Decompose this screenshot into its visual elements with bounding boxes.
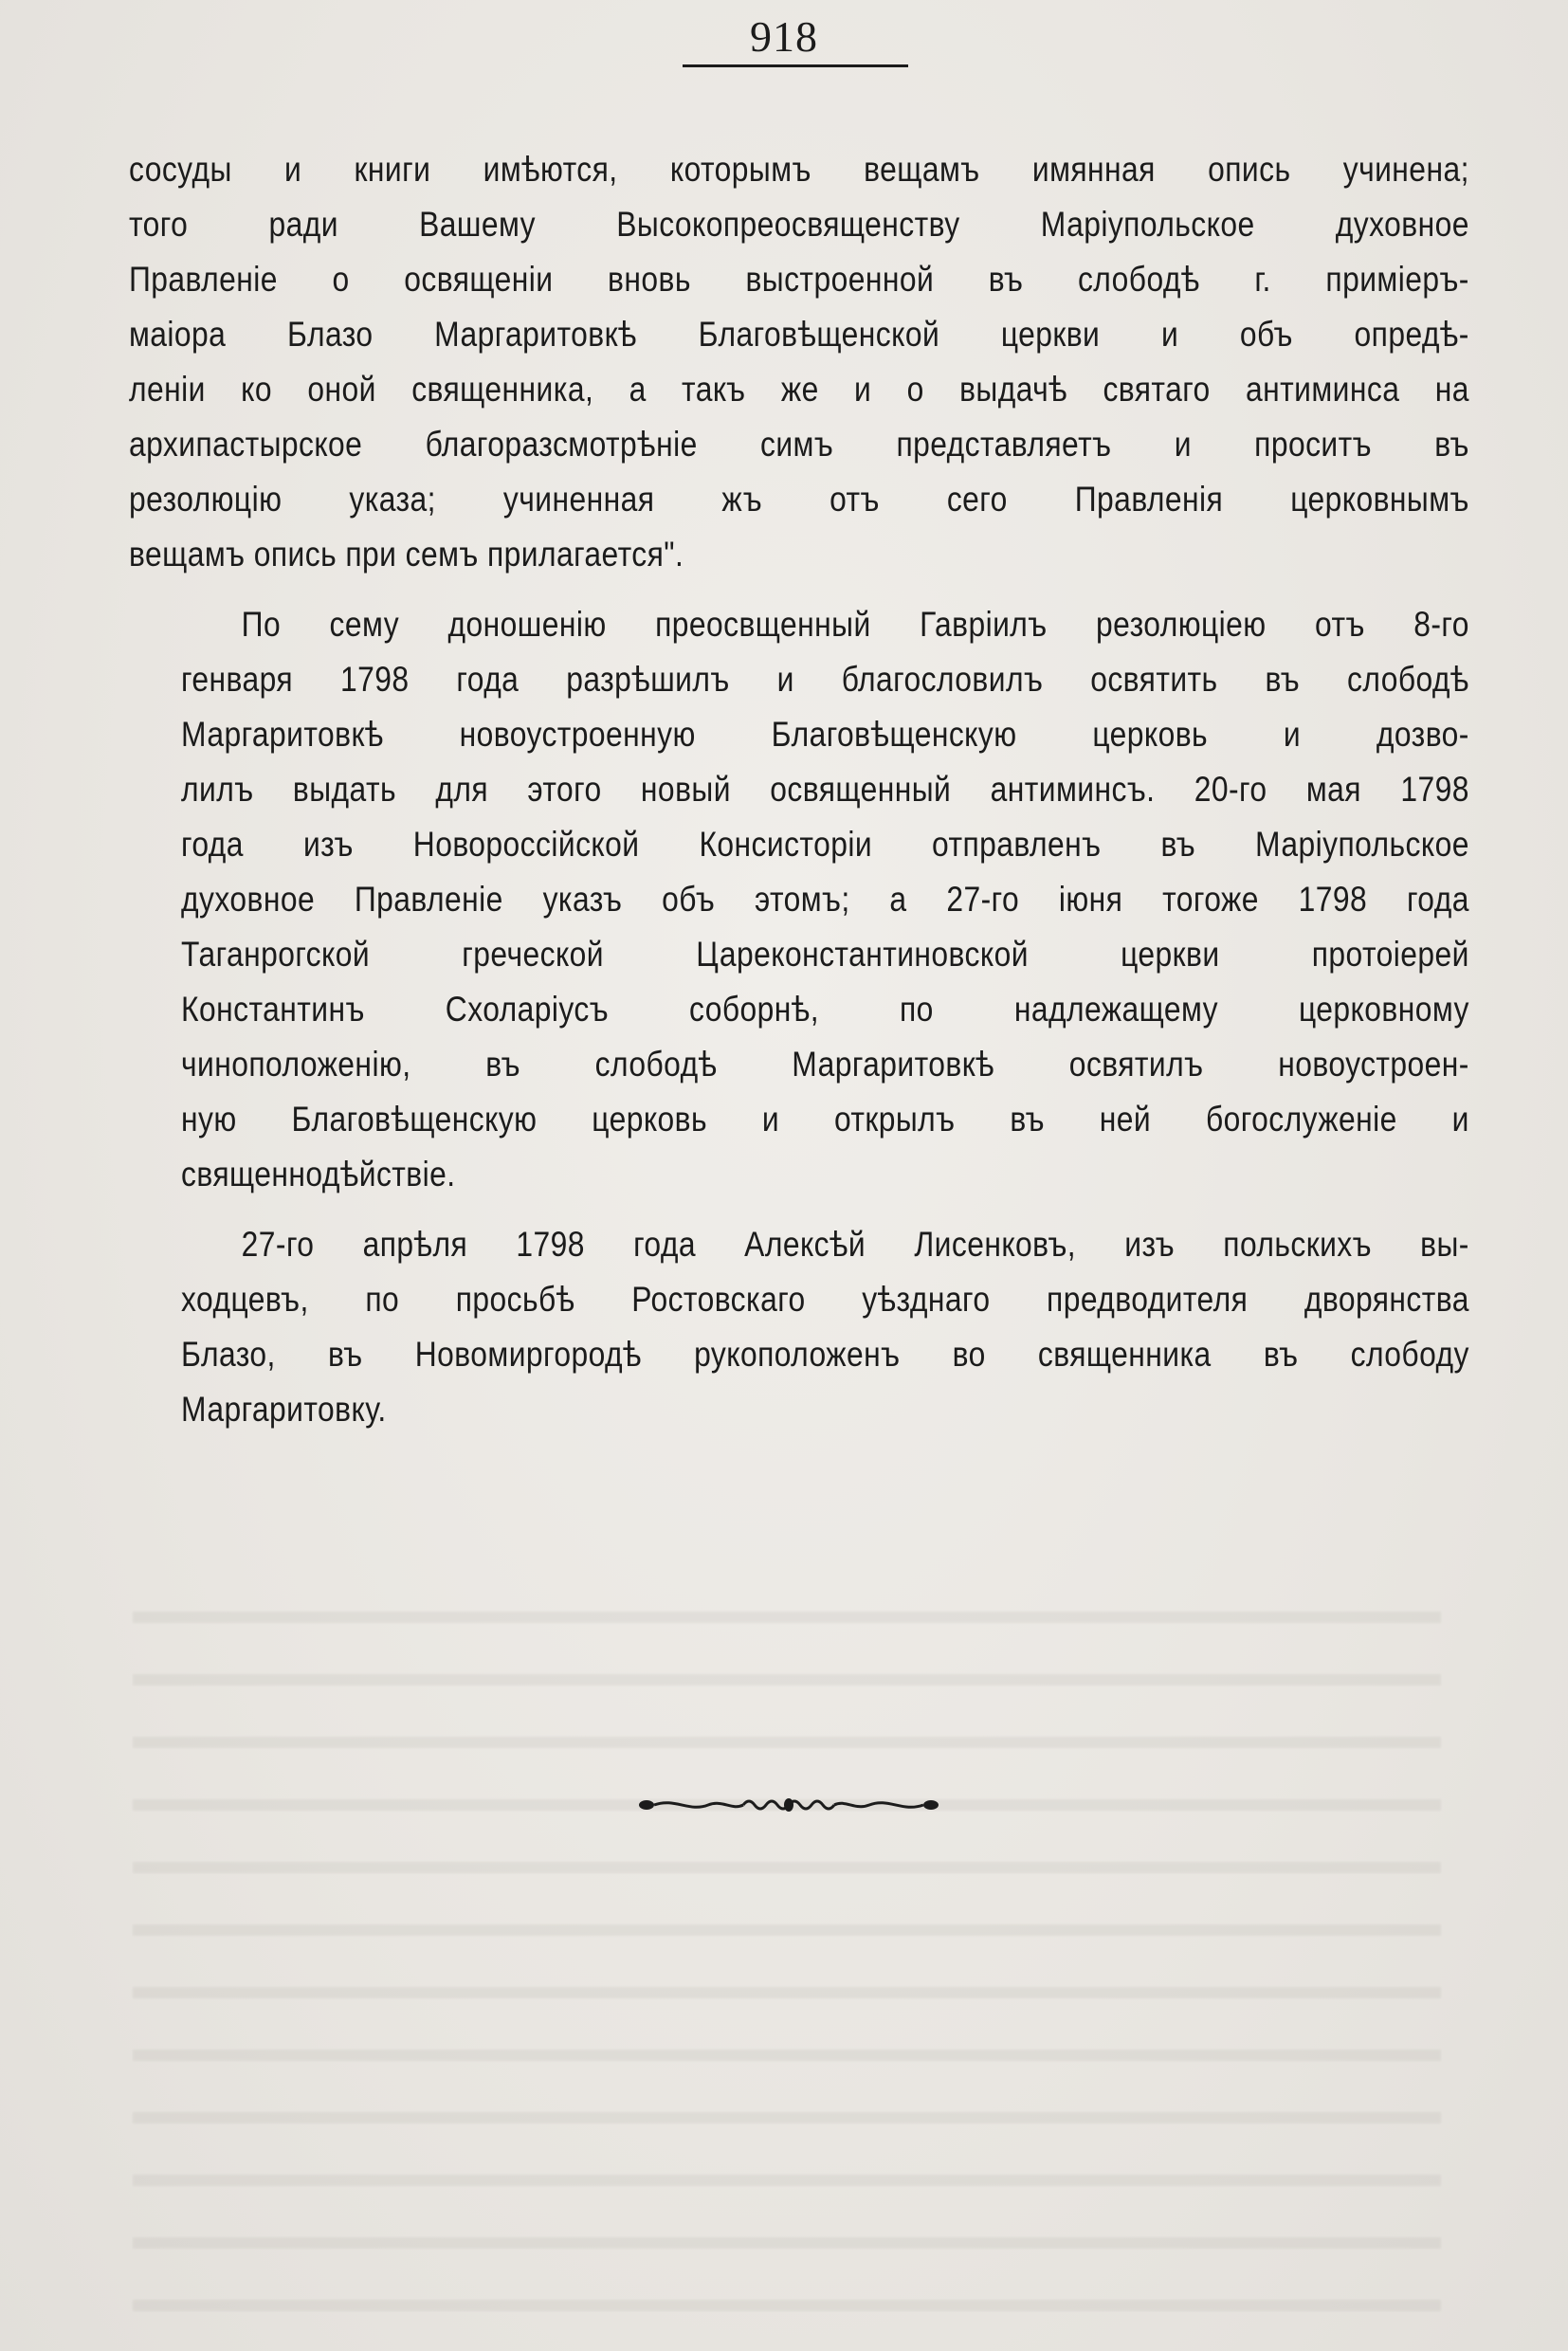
page-number: 918 — [750, 12, 818, 61]
text-line: Таганрогской греческой Цареконстантиновской церкви протоіерей — [181, 935, 1469, 974]
text-line: По сему доношенію преосвщенный Гавріилъ резолюціею отъ 8-го — [241, 605, 1469, 644]
text-line: архипастырское благоразсмотрѣніе симъ представляетъ и проситъ въ — [129, 425, 1469, 464]
text-line: лилъ выдать для этого новый освященный антиминсъ. 20-го мая 1798 — [181, 770, 1469, 809]
text-line: духовное Правленіе указъ объ этомъ; а 27-го іюня тогоже 1798 года — [181, 880, 1469, 919]
text-line: чиноположенію, въ слободѣ Маргаритовкѣ освятилъ новоустроен- — [181, 1045, 1469, 1084]
text-line: сосуды и книги имѣются, которымъ вещамъ имянная опись учинена; — [129, 150, 1469, 189]
text-line: вещамъ опись при семъ прилагается". — [129, 535, 684, 574]
text-line: ходцевъ, по просьбѣ Ростовскаго уѣзднаго предводителя дворянства — [181, 1280, 1469, 1319]
paragraph — [129, 597, 1469, 1202]
text-line: резолюцію указа; учиненная жъ отъ сего Правленія церковнымъ — [129, 480, 1469, 519]
text-line: Маргаритовкѣ новоустроенную Благовѣщенскую церковь и дозво- — [181, 715, 1469, 754]
body-text — [129, 142, 1469, 1452]
paragraph — [129, 1217, 1469, 1437]
header-rule — [683, 64, 908, 67]
text-line: ную Благовѣщенскую церковь и открылъ въ ней богослуженіе и — [181, 1100, 1469, 1139]
text-line: года изъ Новороссійской Консисторіи отправленъ въ Маріупольское — [181, 825, 1469, 864]
text-line: Маргаритовку. — [181, 1390, 387, 1429]
text-line: Константинъ Схоларіусъ соборнѣ, по надлежащему церковному — [181, 990, 1469, 1029]
text-line: леніи ко оной священника, а такъ же и о выдачѣ святаго антиминса на — [129, 370, 1469, 409]
text-line: того ради Вашему Высокопреосвященству Маріупольское духовное — [129, 205, 1469, 244]
text-line: священнодѣйствіе. — [181, 1155, 456, 1194]
decorative-vine-ornament-icon — [637, 1788, 940, 1822]
text-line: генваря 1798 года разрѣшилъ и благословилъ освятить въ слободѣ — [181, 660, 1469, 699]
text-line: 27-го апрѣля 1798 года Алексѣй Лисенковъ, изъ польскихъ вы- — [241, 1225, 1469, 1264]
paragraph — [129, 142, 1469, 582]
text-line: Блазо, въ Новомиргородѣ рукоположенъ во священника въ слободу — [181, 1335, 1469, 1374]
text-line: маіора Блазо Маргаритовкѣ Благовѣщенской церкви и объ опредѣ- — [129, 315, 1469, 354]
text-line: Правленіе о освященіи вновь выстроенной въ слободѣ г. примiеръ- — [129, 260, 1469, 299]
bleed-through-shadow — [133, 1574, 1441, 2313]
